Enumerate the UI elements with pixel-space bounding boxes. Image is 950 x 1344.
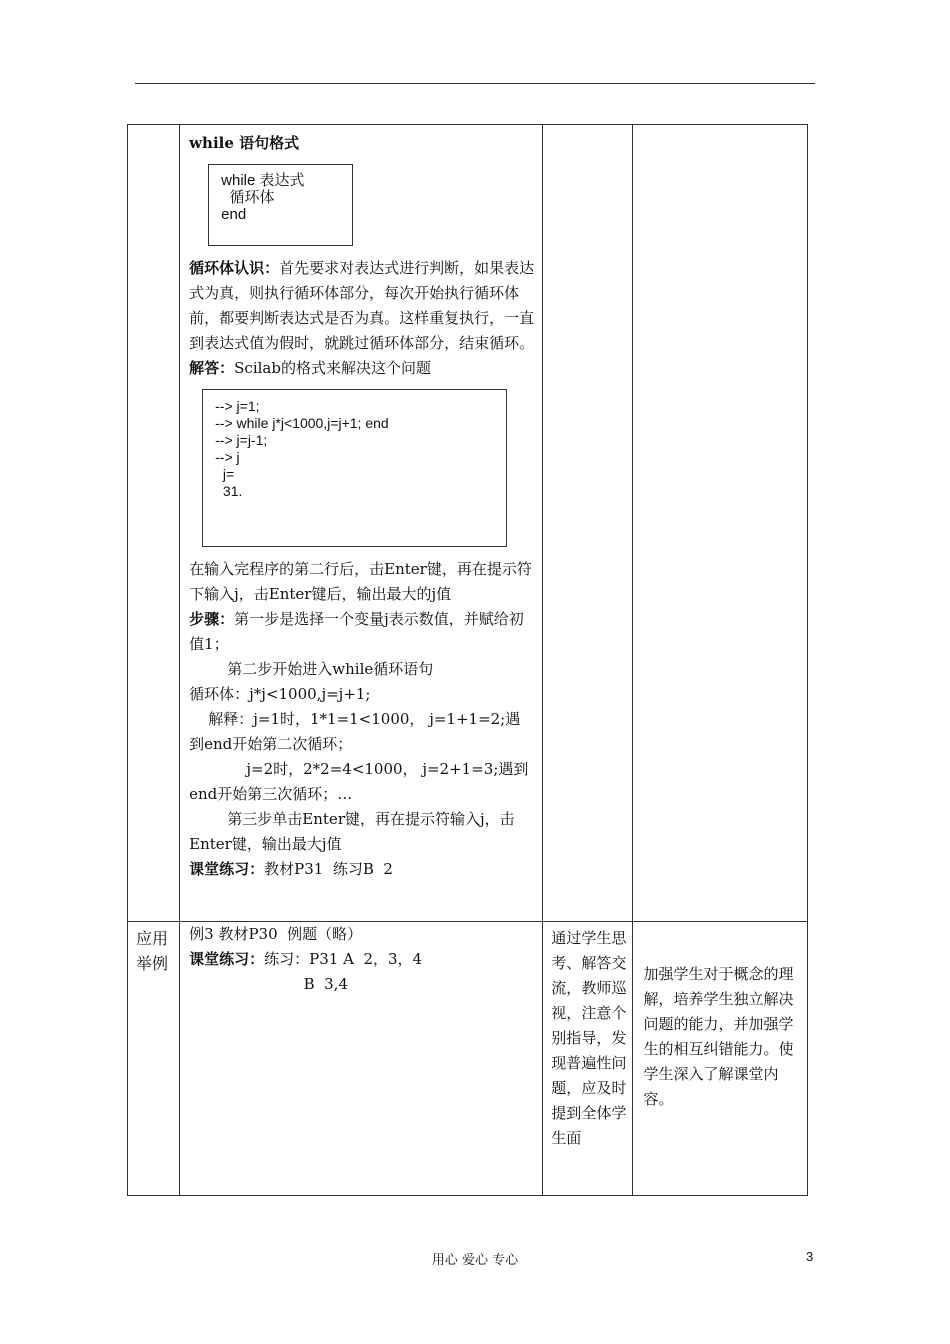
example-line: 例3 教材P30 例题（略）: [189, 925, 363, 943]
code-line: while 表达式: [221, 172, 305, 189]
footer-motto: 用心 爱心 专心: [431, 1253, 519, 1268]
practice-text: 练习：P31 A 2，3，4: [264, 950, 423, 968]
practice-paragraph: [189, 857, 534, 882]
code-line: --> while j*j<1000,j=j+1; end: [215, 415, 389, 431]
section-cell: [128, 125, 180, 922]
loop-body-text: 首先要求对表达式进行判断，如果表达式为真，则执行循环体部分，每次开始执行循环体前，都要判断表达式是否为真。这样重复执行，一直到表达式值为假时，就跳过循环体部分，结束循环。: [189, 259, 535, 352]
steps-text: 第一步是选择一个变量j表示数值，并赋给初值1；: [189, 610, 524, 653]
page-number: 3: [806, 1249, 814, 1264]
explain-line-2: j=2时，2*2=4<1000， j=2+1=3;遇到end开始第三次循环；…: [189, 760, 529, 803]
code-line: --> j=1;: [215, 398, 260, 414]
practice-label: 课堂练习：: [189, 860, 265, 878]
code-line: --> j=j-1;: [215, 432, 268, 448]
steps-paragraph: [189, 607, 534, 657]
scilab-code-box: [202, 389, 507, 547]
content-cell: [180, 125, 543, 922]
explain-line-1: 解释：j=1时，1*1=1<1000， j=1+1=2;遇到end开始第二次循环；: [189, 710, 521, 753]
step2-paragraph: 第二步开始进入while循环语句: [189, 660, 434, 678]
header-rule: [135, 83, 815, 84]
steps-label: 步骤：: [189, 610, 235, 628]
code-line: 循环体: [221, 189, 275, 206]
intent-cell: [633, 125, 808, 922]
code-line: j=: [215, 466, 235, 482]
input-paragraph: 在输入完程序的第二行后，击Enter键，再在提示符下输入j，击Enter键后，输出最大的j值: [189, 560, 532, 603]
while-syntax-box: [208, 164, 353, 246]
loop-body-paragraph: [189, 256, 534, 356]
practice-paragraph: [189, 947, 534, 972]
table-row: [128, 125, 808, 922]
loop-body-label: 循环体认识：: [189, 259, 280, 277]
answer-label: 解答：: [189, 359, 235, 377]
practice-label: 课堂练习：: [189, 950, 265, 968]
teacher-activity: 通过学生思考、解答交流，教师巡视，注意个别指导，发现普遍性问题，应及时提到全体学生面: [551, 929, 627, 1147]
design-intent: 加强学生对于概念的理解，培养学生独立解决问题的能力，并加强学生的相互纠错能力。使学生深入了解课堂内容。: [643, 965, 794, 1108]
while-heading: while 语句格式: [189, 134, 300, 152]
section-cell: [128, 922, 180, 1196]
intent-cell: [633, 922, 808, 1196]
practice-text: 教材P31 练习B 2: [264, 860, 393, 878]
activity-cell: [543, 125, 633, 922]
practice-b-line: B 3,4: [189, 975, 348, 993]
lesson-table: [127, 124, 808, 1196]
code-line: 31.: [215, 483, 243, 499]
code-line: end: [221, 206, 247, 223]
loop-body-line: 循环体：j*j<1000,j=j+1;: [189, 685, 371, 703]
activity-cell: [543, 922, 633, 1196]
answer-text: Scilab的格式来解决这个问题: [234, 359, 431, 377]
table-row: [128, 922, 808, 1196]
content-cell: [180, 922, 543, 1196]
section-label: 应用举例: [136, 929, 169, 973]
answer-paragraph: [189, 356, 534, 381]
code-line: --> j: [215, 449, 240, 465]
step3-paragraph: 第三步单击Enter键，再在提示符输入j，击Enter键，输出最大j值: [189, 810, 515, 853]
